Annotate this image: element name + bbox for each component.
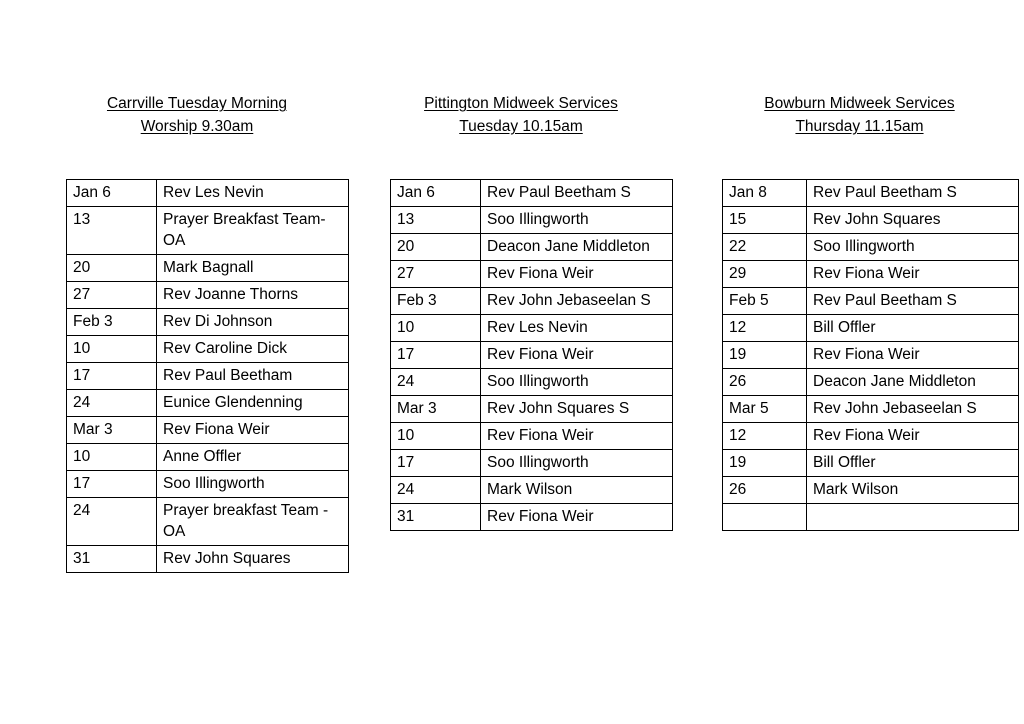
table-row: [67, 282, 349, 309]
row-name: Eunice Glendenning: [157, 390, 349, 417]
row-name: Rev Di Johnson: [157, 309, 349, 336]
row-name: [807, 504, 1019, 531]
row-name: Prayer breakfast Team - OA: [157, 498, 349, 546]
table-row: [67, 336, 349, 363]
row-name: Soo Illingworth: [157, 471, 349, 498]
schedule-column-pittington: [390, 92, 652, 531]
row-date: 26: [723, 369, 807, 396]
row-date: Jan 8: [723, 180, 807, 207]
row-date: 20: [391, 234, 481, 261]
row-date: 10: [391, 315, 481, 342]
table-row: [67, 498, 349, 546]
schedule-column-carrville: [66, 92, 328, 573]
table-row: [391, 369, 673, 396]
row-date: 22: [723, 234, 807, 261]
row-date: 27: [391, 261, 481, 288]
row-date: 31: [391, 504, 481, 531]
schedule-column-bowburn: [722, 92, 997, 531]
table-row: [391, 180, 673, 207]
table-row: [723, 477, 1019, 504]
row-date: 20: [67, 255, 157, 282]
table-row: [67, 180, 349, 207]
row-name: Prayer Breakfast Team- OA: [157, 207, 349, 255]
table-row: [67, 471, 349, 498]
row-date: [723, 504, 807, 531]
row-date: 24: [67, 390, 157, 417]
row-date: 19: [723, 342, 807, 369]
row-name: Rev Fiona Weir: [807, 342, 1019, 369]
row-date: Feb 5: [723, 288, 807, 315]
row-date: 17: [391, 342, 481, 369]
row-name: Soo Illingworth: [807, 234, 1019, 261]
row-date: Mar 3: [391, 396, 481, 423]
row-date: Feb 3: [67, 309, 157, 336]
row-date: 17: [391, 450, 481, 477]
table-row: [391, 504, 673, 531]
table-row: [391, 288, 673, 315]
heading-line-1: Carrville Tuesday Morning: [106, 95, 288, 112]
table-row: [67, 255, 349, 282]
table-row: [723, 423, 1019, 450]
row-name: Deacon Jane Middleton: [481, 234, 673, 261]
schedule-table-bowburn: [722, 179, 1019, 531]
row-name: Bill Offler: [807, 315, 1019, 342]
row-date: Mar 5: [723, 396, 807, 423]
row-name: Rev Fiona Weir: [157, 417, 349, 444]
row-date: 17: [67, 471, 157, 498]
row-date: 10: [67, 336, 157, 363]
row-name: Rev John Squares: [157, 546, 349, 573]
table-row: [391, 207, 673, 234]
schedule-columns: [0, 92, 1024, 573]
row-name: Rev Fiona Weir: [481, 423, 673, 450]
table-row: [67, 390, 349, 417]
table-row: [67, 309, 349, 336]
table-row: [67, 546, 349, 573]
column-heading-carrville: [66, 92, 328, 138]
row-date: 19: [723, 450, 807, 477]
table-row: [723, 234, 1019, 261]
row-name: Mark Wilson: [807, 477, 1019, 504]
schedule-table-carrville: [66, 179, 349, 573]
row-date: 17: [67, 363, 157, 390]
row-name: Rev John Jebaseelan S: [807, 396, 1019, 423]
table-row: [67, 444, 349, 471]
heading-line-1: Bowburn Midweek Services: [764, 95, 955, 112]
column-heading-pittington: [390, 92, 652, 138]
row-date: 24: [391, 369, 481, 396]
row-name: Bill Offler: [807, 450, 1019, 477]
table-row: [391, 396, 673, 423]
column-heading-bowburn: [722, 92, 997, 138]
table-row: [391, 423, 673, 450]
row-name: Rev Fiona Weir: [481, 504, 673, 531]
row-date: 24: [391, 477, 481, 504]
row-name: Rev Fiona Weir: [807, 261, 1019, 288]
row-date: Mar 3: [67, 417, 157, 444]
row-name: Rev Joanne Thorns: [157, 282, 349, 309]
row-name: Rev John Squares: [807, 207, 1019, 234]
table-row: [67, 417, 349, 444]
row-date: Feb 3: [391, 288, 481, 315]
row-date: 24: [67, 498, 157, 546]
row-date: 12: [723, 315, 807, 342]
table-row: [723, 369, 1019, 396]
row-name: Soo Illingworth: [481, 207, 673, 234]
schedule-table-pittington: [390, 179, 673, 531]
heading-line-2: Worship 9.30am: [140, 118, 254, 135]
table-row: [723, 261, 1019, 288]
row-date: 26: [723, 477, 807, 504]
row-name: Rev Paul Beetham: [157, 363, 349, 390]
table-row: [723, 342, 1019, 369]
row-name: Rev Fiona Weir: [481, 342, 673, 369]
table-row: [723, 504, 1019, 531]
table-row: [723, 396, 1019, 423]
table-row: [723, 180, 1019, 207]
row-date: 13: [391, 207, 481, 234]
heading-line-2: Tuesday 10.15am: [459, 118, 583, 135]
row-date: 29: [723, 261, 807, 288]
row-date: Jan 6: [67, 180, 157, 207]
row-name: Rev Fiona Weir: [481, 261, 673, 288]
table-row: [67, 207, 349, 255]
row-name: Mark Wilson: [481, 477, 673, 504]
row-name: Rev Paul Beetham S: [807, 180, 1019, 207]
row-date: 27: [67, 282, 157, 309]
row-name: Rev Les Nevin: [157, 180, 349, 207]
row-name: Rev Caroline Dick: [157, 336, 349, 363]
row-name: Anne Offler: [157, 444, 349, 471]
row-name: Mark Bagnall: [157, 255, 349, 282]
row-name: Rev John Squares S: [481, 396, 673, 423]
row-date: 10: [67, 444, 157, 471]
row-name: Soo Illingworth: [481, 450, 673, 477]
row-date: 13: [67, 207, 157, 255]
table-row: [723, 288, 1019, 315]
table-row: [723, 207, 1019, 234]
row-date: 15: [723, 207, 807, 234]
row-name: Deacon Jane Middleton: [807, 369, 1019, 396]
row-name: Rev Paul Beetham S: [481, 180, 673, 207]
heading-line-2: Thursday 11.15am: [795, 118, 924, 135]
table-row: [391, 477, 673, 504]
row-date: 12: [723, 423, 807, 450]
row-date: Jan 6: [391, 180, 481, 207]
row-name: Rev John Jebaseelan S: [481, 288, 673, 315]
table-row: [723, 315, 1019, 342]
table-row: [723, 450, 1019, 477]
table-row: [391, 234, 673, 261]
table-row: [391, 315, 673, 342]
row-name: Rev Les Nevin: [481, 315, 673, 342]
row-name: Rev Paul Beetham S: [807, 288, 1019, 315]
row-date: 10: [391, 423, 481, 450]
table-row: [67, 363, 349, 390]
row-date: 31: [67, 546, 157, 573]
row-name: Rev Fiona Weir: [807, 423, 1019, 450]
table-row: [391, 450, 673, 477]
heading-line-1: Pittington Midweek Services: [424, 95, 618, 112]
table-row: [391, 342, 673, 369]
row-name: Soo Illingworth: [481, 369, 673, 396]
table-row: [391, 261, 673, 288]
